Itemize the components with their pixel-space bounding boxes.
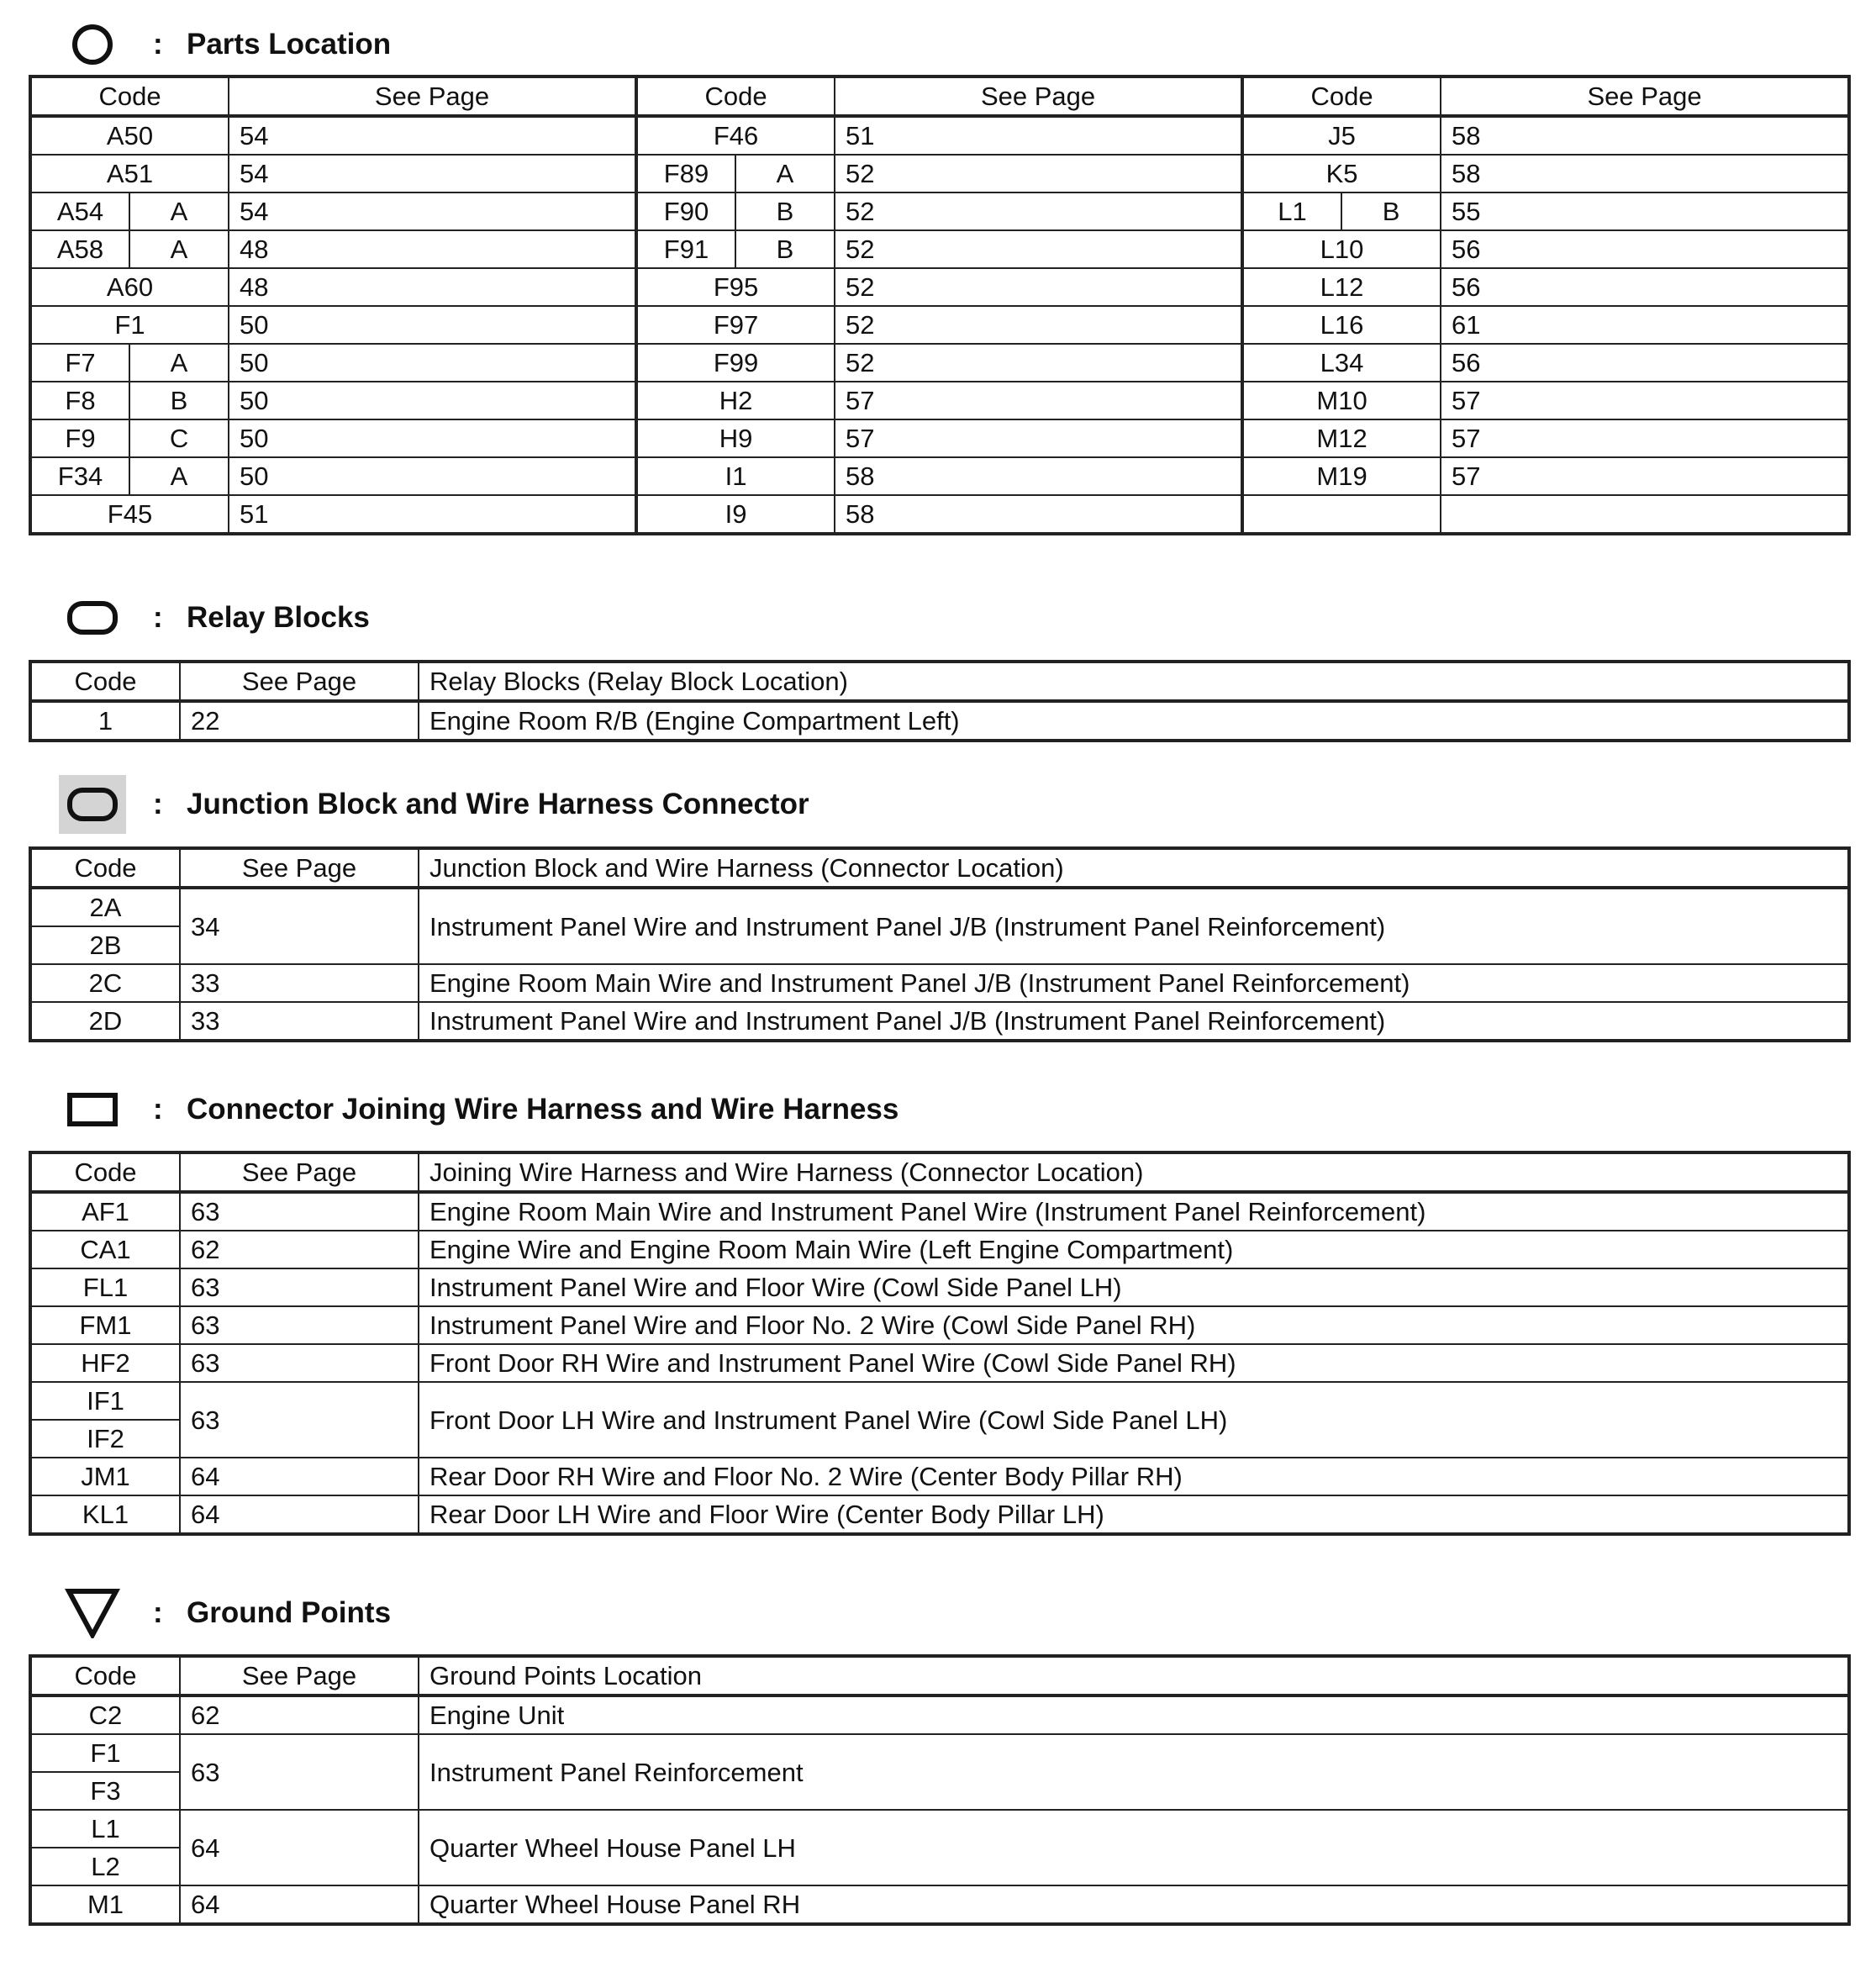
see-page-cell: 63 — [180, 1268, 419, 1306]
description-cell: Instrument Panel Wire and Floor No. 2 Wire (Cowl Side Panel RH) — [419, 1306, 1849, 1344]
code-cell: F99 — [636, 344, 835, 382]
section-title: Junction Block and Wire Harness Connector — [187, 788, 809, 820]
description-cell: Engine Room Main Wire and Instrument Panel J/B (Instrument Panel Reinforcement) — [419, 964, 1849, 1002]
code-cell: F34 — [30, 457, 129, 495]
table-row — [30, 1495, 1849, 1534]
sub-code-cell: C — [129, 419, 229, 457]
see-page-cell: 54 — [229, 155, 636, 192]
code-cell: IF1 — [30, 1382, 180, 1420]
code-cell: H2 — [636, 382, 835, 419]
code-cell: M19 — [1242, 457, 1441, 495]
code-cell: A51 — [30, 155, 229, 192]
table-row — [30, 457, 1849, 495]
description-cell: Engine Wire and Engine Room Main Wire (Left Engine Compartment) — [419, 1231, 1849, 1268]
relay-blocks-table — [29, 660, 1851, 742]
heading-colon: : — [153, 28, 163, 61]
see-page-cell: 58 — [1441, 155, 1849, 192]
see-page-cell: 50 — [229, 344, 636, 382]
table-row — [30, 116, 1849, 155]
see-page-cell: 57 — [1441, 419, 1849, 457]
see-page-cell: 55 — [1441, 192, 1849, 230]
description-cell: Front Door LH Wire and Instrument Panel Wire (Cowl Side Panel LH) — [419, 1382, 1849, 1458]
see-page-cell: 57 — [835, 419, 1242, 457]
sub-code-cell: A — [129, 344, 229, 382]
code-cell — [1242, 495, 1441, 534]
code-cell: F8 — [30, 382, 129, 419]
column-header-code: Code — [30, 1656, 180, 1695]
code-cell: A54 — [30, 192, 129, 230]
heading-colon: : — [153, 1596, 163, 1629]
see-page-cell: 52 — [835, 344, 1242, 382]
heading-colon: : — [153, 601, 163, 634]
code-cell: 2B — [30, 926, 180, 964]
see-page-cell: 63 — [180, 1192, 419, 1231]
code-cell: F97 — [636, 306, 835, 344]
column-header-code: Code — [30, 848, 180, 888]
code-cell: KL1 — [30, 1495, 180, 1534]
parts-location-heading — [59, 15, 391, 74]
see-page-cell: 22 — [180, 701, 419, 741]
see-page-cell: 64 — [180, 1810, 419, 1885]
table-row — [30, 192, 1849, 230]
table-row — [30, 1695, 1849, 1734]
code-cell: CA1 — [30, 1231, 180, 1268]
table-row — [30, 344, 1849, 382]
see-page-cell: 52 — [835, 230, 1242, 268]
column-header-see-page: See Page — [229, 76, 636, 116]
table-row — [30, 230, 1849, 268]
code-cell: M12 — [1242, 419, 1441, 457]
column-header-code: Code — [1242, 76, 1441, 116]
code-cell: 2D — [30, 1002, 180, 1041]
see-page-cell: 61 — [1441, 306, 1849, 344]
code-cell: L2 — [30, 1848, 180, 1885]
see-page-cell: 64 — [180, 1885, 419, 1924]
see-page-cell: 63 — [180, 1344, 419, 1382]
parts-location-table — [29, 75, 1851, 535]
table-row — [30, 1458, 1849, 1495]
code-cell: F46 — [636, 116, 835, 155]
sub-code-cell: B — [129, 382, 229, 419]
table-row — [30, 964, 1849, 1002]
code-cell: 2C — [30, 964, 180, 1002]
column-header-code: Code — [30, 76, 229, 116]
column-header-description: Ground Points Location — [419, 1656, 1849, 1695]
table-row — [30, 155, 1849, 192]
table-row — [30, 495, 1849, 534]
table-row — [30, 1810, 1849, 1848]
sub-code-cell: A — [735, 155, 835, 192]
code-cell: L10 — [1242, 230, 1441, 268]
column-header-description: Relay Blocks (Relay Block Location) — [419, 662, 1849, 701]
see-page-cell: 63 — [180, 1382, 419, 1458]
code-cell: F1 — [30, 1734, 180, 1772]
see-page-cell: 48 — [229, 268, 636, 306]
column-header-see-page: See Page — [180, 848, 419, 888]
section-title: Parts Location — [187, 28, 392, 61]
rectangle-icon — [59, 1080, 126, 1139]
code-cell: F95 — [636, 268, 835, 306]
code-cell: F7 — [30, 344, 129, 382]
connector-joining-table — [29, 1151, 1851, 1536]
description-cell: Instrument Panel Wire and Instrument Panel J/B (Instrument Panel Reinforcement) — [419, 1002, 1849, 1041]
code-cell: M10 — [1242, 382, 1441, 419]
see-page-cell: 56 — [1441, 344, 1849, 382]
see-page-cell: 57 — [1441, 382, 1849, 419]
see-page-cell: 64 — [180, 1458, 419, 1495]
code-cell: K5 — [1242, 155, 1441, 192]
see-page-cell: 51 — [835, 116, 1242, 155]
code-cell: F90 — [636, 192, 735, 230]
code-cell: F91 — [636, 230, 735, 268]
code-cell: F1 — [30, 306, 229, 344]
sub-code-cell: A — [129, 192, 229, 230]
code-cell: F9 — [30, 419, 129, 457]
see-page-cell: 54 — [229, 116, 636, 155]
see-page-cell: 58 — [835, 495, 1242, 534]
code-cell: F3 — [30, 1772, 180, 1810]
description-cell: Engine Unit — [419, 1695, 1849, 1734]
column-header-see-page: See Page — [835, 76, 1242, 116]
column-header-description: Joining Wire Harness and Wire Harness (Connector Location) — [419, 1152, 1849, 1192]
code-cell: I9 — [636, 495, 835, 534]
code-cell: JM1 — [30, 1458, 180, 1495]
code-cell: FM1 — [30, 1306, 180, 1344]
description-cell: Front Door RH Wire and Instrument Panel Wire (Cowl Side Panel RH) — [419, 1344, 1849, 1382]
see-page-cell: 33 — [180, 964, 419, 1002]
connector-joining-heading — [59, 1080, 898, 1139]
code-cell: L34 — [1242, 344, 1441, 382]
code-cell: L1 — [1242, 192, 1341, 230]
ground-points-heading — [59, 1584, 391, 1643]
see-page-cell: 34 — [180, 888, 419, 964]
see-page-cell: 58 — [1441, 116, 1849, 155]
column-header-see-page: See Page — [180, 662, 419, 701]
code-cell: HF2 — [30, 1344, 180, 1382]
shaded-rounded-rectangle-icon — [59, 775, 126, 834]
see-page-cell: 48 — [229, 230, 636, 268]
heading-colon: : — [153, 788, 163, 820]
table-header-row — [30, 848, 1849, 888]
table-header-row — [30, 662, 1849, 701]
see-page-cell: 52 — [835, 268, 1242, 306]
code-cell: A60 — [30, 268, 229, 306]
see-page-cell: 50 — [229, 457, 636, 495]
code-cell: IF2 — [30, 1420, 180, 1458]
table-row — [30, 1231, 1849, 1268]
table-row — [30, 306, 1849, 344]
description-cell: Quarter Wheel House Panel RH — [419, 1885, 1849, 1924]
section-title: Connector Joining Wire Harness and Wire Harness — [187, 1093, 899, 1126]
code-cell: J5 — [1242, 116, 1441, 155]
table-row — [30, 382, 1849, 419]
table-header-row — [30, 1152, 1849, 1192]
code-cell: A58 — [30, 230, 129, 268]
sub-code-cell: B — [735, 192, 835, 230]
table-row — [30, 1885, 1849, 1924]
see-page-cell: 64 — [180, 1495, 419, 1534]
see-page-cell: 51 — [229, 495, 636, 534]
table-row — [30, 701, 1849, 741]
table-row — [30, 1382, 1849, 1420]
description-cell: Quarter Wheel House Panel LH — [419, 1810, 1849, 1885]
see-page-cell: 54 — [229, 192, 636, 230]
table-row — [30, 1306, 1849, 1344]
rounded-rectangle-icon — [59, 588, 126, 647]
see-page-cell: 62 — [180, 1695, 419, 1734]
see-page-cell: 50 — [229, 306, 636, 344]
description-cell: Engine Room R/B (Engine Compartment Left) — [419, 701, 1849, 741]
description-cell: Rear Door LH Wire and Floor Wire (Center Body Pillar LH) — [419, 1495, 1849, 1534]
code-cell: M1 — [30, 1885, 180, 1924]
code-cell: 1 — [30, 701, 180, 741]
code-cell: H9 — [636, 419, 835, 457]
column-header-see-page: See Page — [180, 1152, 419, 1192]
see-page-cell: 52 — [835, 155, 1242, 192]
description-cell: Rear Door RH Wire and Floor No. 2 Wire (Center Body Pillar RH) — [419, 1458, 1849, 1495]
column-header-see-page: See Page — [180, 1656, 419, 1695]
see-page-cell — [1441, 495, 1849, 534]
sub-code-cell: B — [1341, 192, 1441, 230]
see-page-cell: 56 — [1441, 230, 1849, 268]
see-page-cell: 57 — [1441, 457, 1849, 495]
column-header-see-page: See Page — [1441, 76, 1849, 116]
see-page-cell: 33 — [180, 1002, 419, 1041]
see-page-cell: 52 — [835, 192, 1242, 230]
column-header-description: Junction Block and Wire Harness (Connector Location) — [419, 848, 1849, 888]
table-row — [30, 888, 1849, 926]
table-header-row — [30, 1656, 1849, 1695]
table-row — [30, 1192, 1849, 1231]
code-cell: 2A — [30, 888, 180, 926]
description-cell: Instrument Panel Wire and Instrument Panel J/B (Instrument Panel Reinforcement) — [419, 888, 1849, 964]
see-page-cell: 63 — [180, 1306, 419, 1344]
code-cell: L12 — [1242, 268, 1441, 306]
code-cell: L16 — [1242, 306, 1441, 344]
see-page-cell: 56 — [1441, 268, 1849, 306]
code-cell: A50 — [30, 116, 229, 155]
code-cell: AF1 — [30, 1192, 180, 1231]
see-page-cell: 50 — [229, 419, 636, 457]
see-page-cell: 52 — [835, 306, 1242, 344]
sub-code-cell: A — [129, 230, 229, 268]
see-page-cell: 62 — [180, 1231, 419, 1268]
see-page-cell: 50 — [229, 382, 636, 419]
table-row — [30, 1344, 1849, 1382]
code-cell: L1 — [30, 1810, 180, 1848]
code-cell: C2 — [30, 1695, 180, 1734]
table-row — [30, 1002, 1849, 1041]
ground-points-table — [29, 1654, 1851, 1926]
code-cell: I1 — [636, 457, 835, 495]
table-header-row — [30, 76, 1849, 116]
code-cell: FL1 — [30, 1268, 180, 1306]
triangle-icon — [59, 1584, 126, 1643]
column-header-code: Code — [636, 76, 835, 116]
see-page-cell: 58 — [835, 457, 1242, 495]
junction-block-heading — [59, 775, 809, 834]
heading-colon: : — [153, 1093, 163, 1126]
sub-code-cell: B — [735, 230, 835, 268]
section-title: Relay Blocks — [187, 601, 370, 634]
circle-icon — [59, 15, 126, 74]
see-page-cell: 57 — [835, 382, 1242, 419]
description-cell: Engine Room Main Wire and Instrument Panel Wire (Instrument Panel Reinforcement) — [419, 1192, 1849, 1231]
description-cell: Instrument Panel Reinforcement — [419, 1734, 1849, 1810]
table-row — [30, 1734, 1849, 1772]
relay-blocks-heading — [59, 588, 370, 647]
code-cell: F89 — [636, 155, 735, 192]
sub-code-cell: A — [129, 457, 229, 495]
column-header-code: Code — [30, 662, 180, 701]
junction-block-table — [29, 846, 1851, 1042]
table-row — [30, 268, 1849, 306]
table-row — [30, 1268, 1849, 1306]
see-page-cell: 63 — [180, 1734, 419, 1810]
description-cell: Instrument Panel Wire and Floor Wire (Cowl Side Panel LH) — [419, 1268, 1849, 1306]
table-row — [30, 419, 1849, 457]
section-title: Ground Points — [187, 1596, 392, 1629]
column-header-code: Code — [30, 1152, 180, 1192]
code-cell: F45 — [30, 495, 229, 534]
